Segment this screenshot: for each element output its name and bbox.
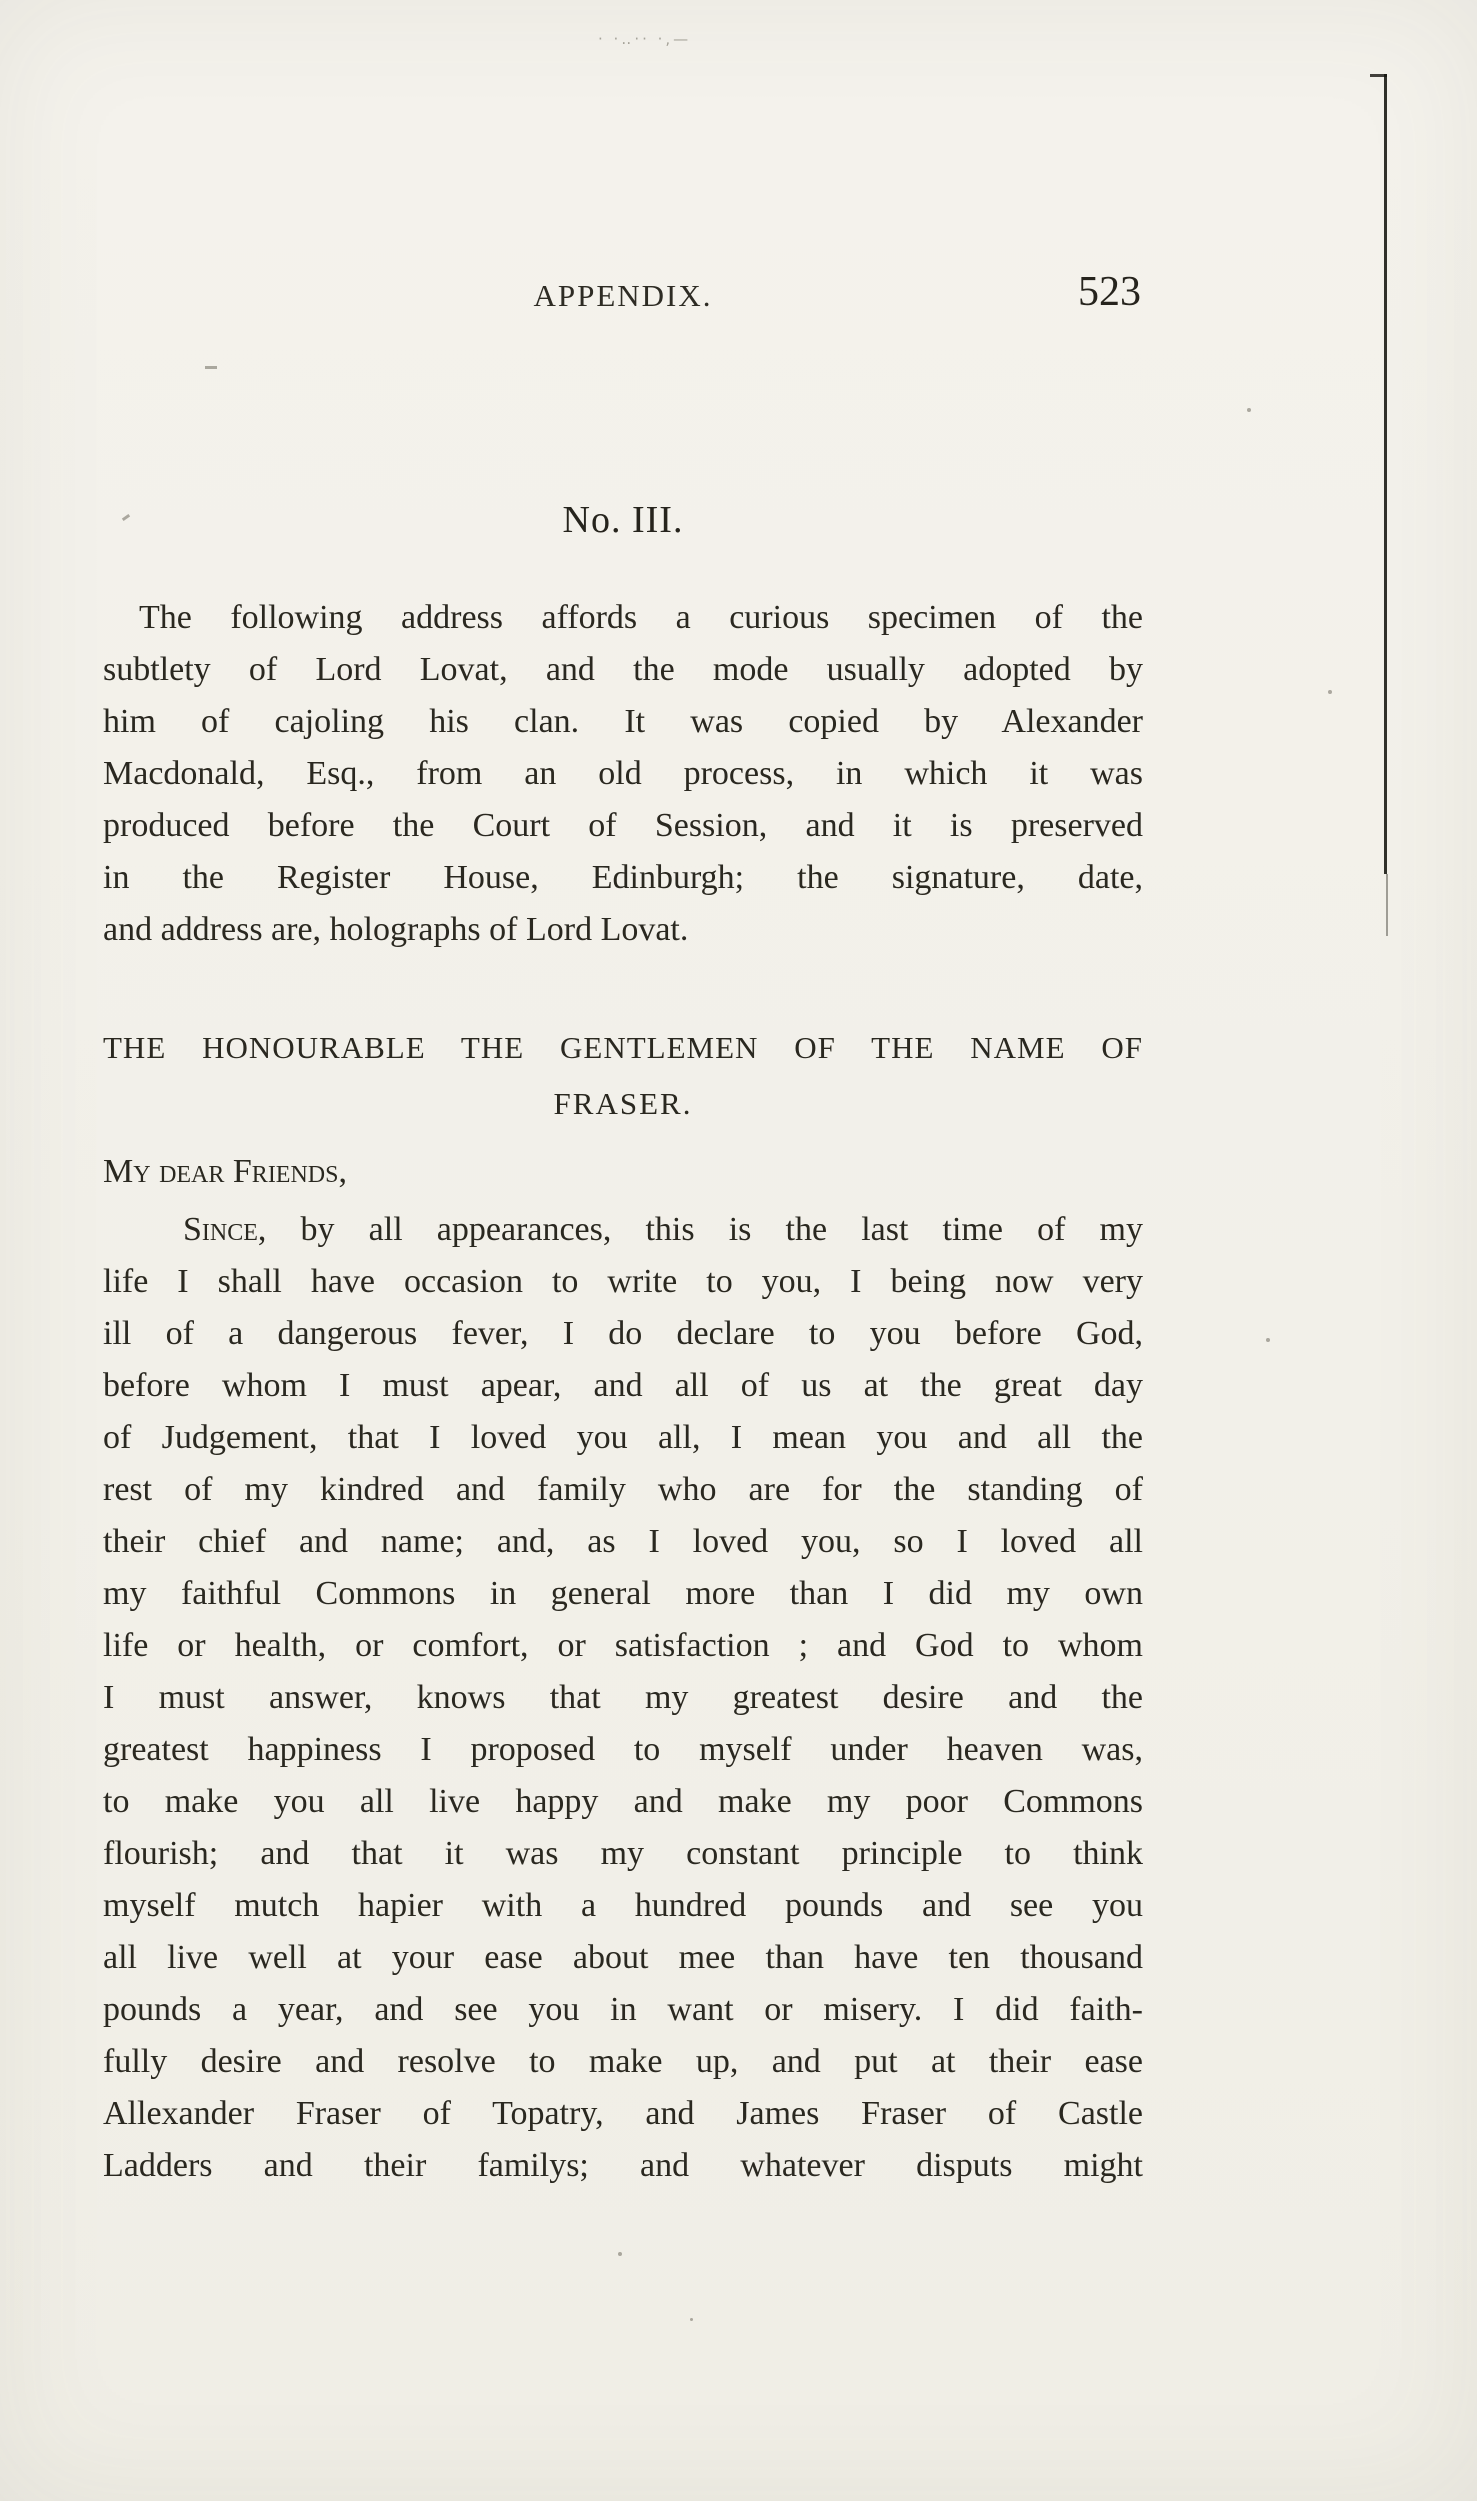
page-number: 523 [1078,269,1141,315]
salutation-block [103,1146,1143,1198]
letter-line: flourish; and that it was my constant principle to think [103,1835,1143,1872]
running-title: APPENDIX. [533,278,713,313]
scan-speck [1247,408,1251,412]
letter-line: Ladders and their familys; and whatever disputs might [103,2147,1143,2184]
binding-line-tail [1386,874,1388,936]
intro-line: Macdonald, Esq., from an old process, in which it was [103,755,1143,792]
letter-line: Allexander Fraser of Topatry, and James Fraser of Castle [103,2095,1143,2132]
letter-line: ill of a dangerous fever, I do declare to you before God, [103,1315,1143,1352]
scan-smudge: · ·‥·· ·,— [598,30,692,48]
letter-line: to make you all live happy and make my poor Commons [103,1783,1143,1820]
salutation: My dear Friends, [103,1153,347,1190]
letter-line: my faithful Commons in general more than I did my own [103,1575,1143,1612]
letter-line: greatest happiness I proposed to myself under heaven was, [103,1731,1143,1768]
scan-speck [618,2252,622,2256]
letter-line-text: by all appearances, this is the last time of my [266,1211,1143,1248]
letter-line: pounds a year, and see you in want or misery. I did faith- [103,1991,1143,2028]
scan-speck [1328,690,1332,694]
scan-speck [205,366,217,369]
letter-line: their chief and name; and, as I loved you, so I loved all [103,1523,1143,1560]
binding-line [1384,74,1387,874]
letter-line: life or health, or comfort, or satisfaction ; and God to whom [103,1627,1143,1664]
section-heading: No. III. [562,499,684,541]
intro-line: in the Register House, Edinburgh; the signature, date, [103,859,1143,896]
letter-line: of Judgement, that I loved you all, I mean you and all the [103,1419,1143,1456]
address-heading-line: THE HONOURABLE THE GENTLEMEN OF THE NAME OF [103,1030,1143,1065]
intro-line: and address are, holographs of Lord Lovat. [103,911,689,948]
letter-line: fully desire and resolve to make up, and put at their ease [103,2043,1143,2080]
intro-line: The following address affords a curious specimen of the [139,599,1143,636]
intro-line: subtlety of Lord Lovat, and the mode usually adopted by [103,651,1143,688]
running-header [103,269,1143,322]
address-heading [103,1020,1143,1132]
letter-line: myself mutch hapier with a hundred pounds and see you [103,1887,1143,1924]
letter-line [103,1204,1143,1256]
address-heading-line: FRASER. [553,1086,693,1121]
letter-body [103,1204,1143,2192]
intro-line: produced before the Court of Session, and it is preserved [103,807,1143,844]
scan-speck [1266,1338,1270,1342]
letter-line: rest of my kindred and family who are for the standing of [103,1471,1143,1508]
letter-line: all live well at your ease about mee than have ten thousand [103,1939,1143,1976]
letter-line: life I shall have occasion to write to you, I being now very [103,1263,1143,1300]
scan-speck [690,2318,693,2321]
intro-paragraph [103,592,1143,956]
opening-word: Since, [183,1211,267,1248]
letter-line: before whom I must apear, and all of us at the great day [103,1367,1143,1404]
letter-line: I must answer, knows that my greatest desire and the [103,1679,1143,1716]
intro-line: him of cajoling his clan. It was copied by Alexander [103,703,1143,740]
